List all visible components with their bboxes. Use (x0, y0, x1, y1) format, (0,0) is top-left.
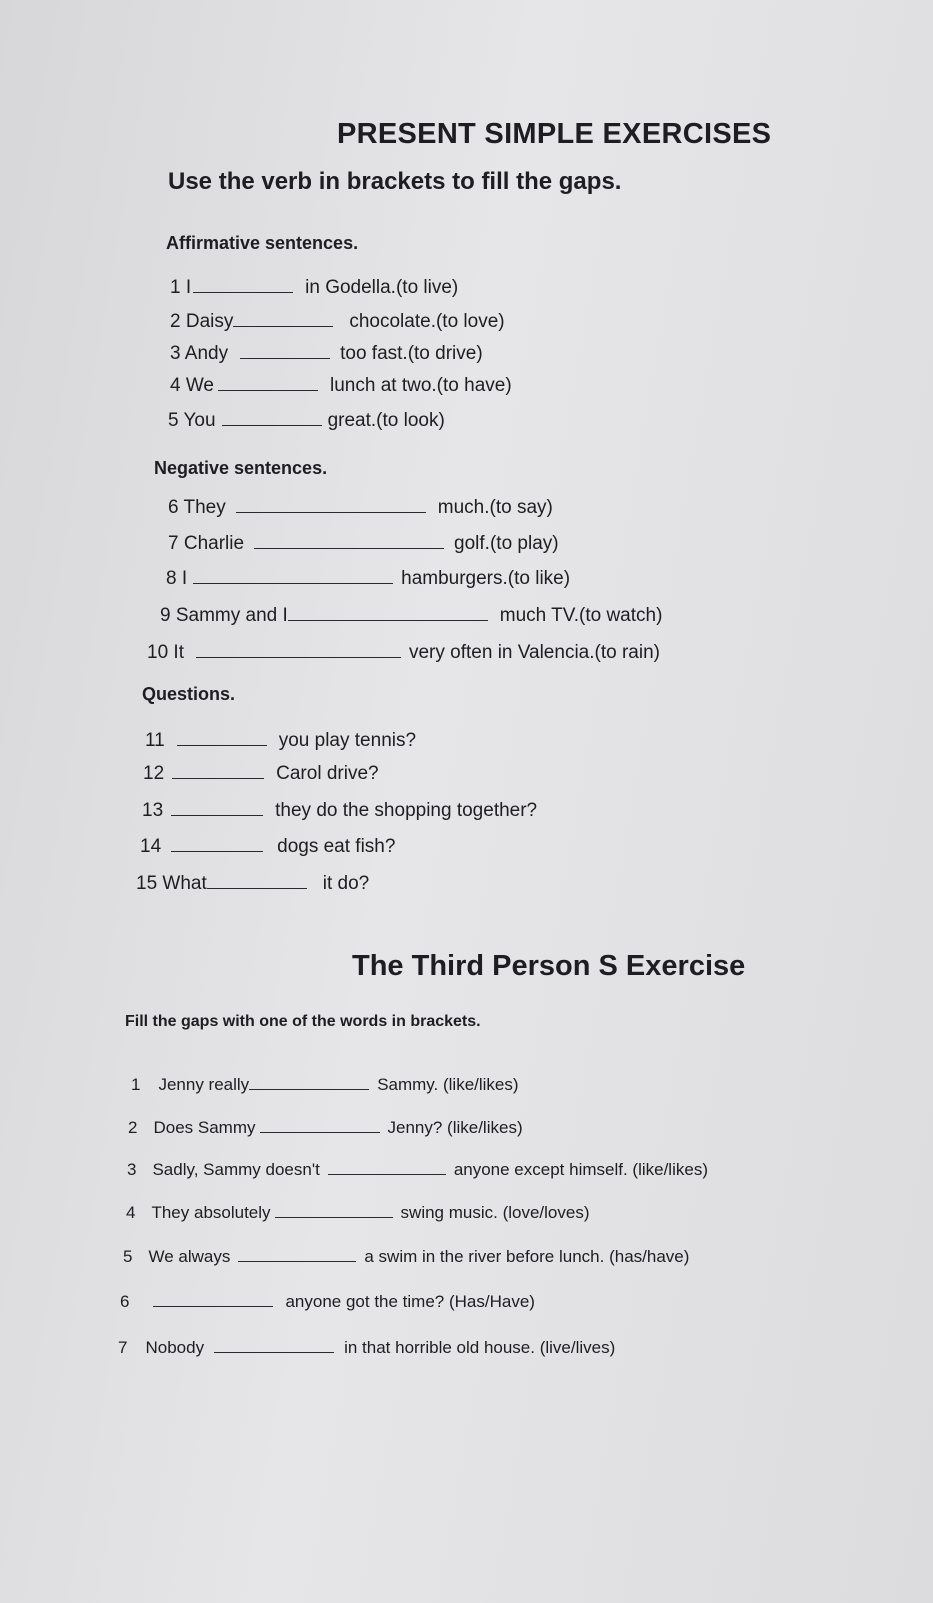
answer-blank[interactable] (153, 1306, 273, 1307)
item-lead: Sadly, Sammy doesn't (152, 1160, 320, 1179)
item-rest: in Godella.(to live) (305, 277, 459, 298)
list-item (118, 1338, 615, 1358)
list-item (128, 1118, 523, 1138)
item-rest: dogs eat fish? (277, 836, 396, 857)
affirmative-heading: Affirmative sentences. (166, 233, 359, 253)
answer-blank[interactable] (177, 745, 267, 746)
item-rest: very often in Valencia.(to rain) (408, 642, 660, 663)
item-lead: 1 I (170, 277, 192, 298)
list-item (170, 343, 483, 365)
answer-blank[interactable] (240, 358, 330, 359)
item-lead: Nobody (145, 1338, 205, 1357)
answer-blank[interactable] (288, 620, 488, 621)
item-lead: 13 (142, 800, 164, 821)
answer-blank[interactable] (172, 778, 264, 779)
answer-blank[interactable] (193, 583, 393, 584)
list-item (168, 497, 553, 519)
list-item (160, 605, 662, 627)
questions-heading: Questions. (142, 684, 236, 704)
answer-blank[interactable] (238, 1261, 356, 1262)
item-rest: anyone got the time? (Has/Have) (285, 1292, 535, 1311)
item-rest: Sammy. (like/likes) (377, 1075, 519, 1094)
item-lead: 9 Sammy and I (160, 605, 288, 626)
answer-blank[interactable] (254, 548, 444, 549)
list-item (142, 800, 537, 822)
item-lead: We always (148, 1247, 231, 1266)
answer-blank[interactable] (222, 425, 322, 426)
item-rest: you play tennis? (278, 730, 417, 751)
list-item (131, 1075, 519, 1095)
item-lead: 2 Daisy (170, 311, 234, 332)
list-item (127, 1160, 708, 1180)
answer-blank[interactable] (171, 851, 263, 852)
item-lead: 12 (143, 763, 165, 784)
item-rest: they do the shopping together? (275, 800, 538, 821)
item-number: 4 (126, 1203, 136, 1222)
list-item (143, 763, 379, 785)
list-item (170, 277, 458, 299)
answer-blank[interactable] (275, 1217, 393, 1218)
answer-blank[interactable] (196, 657, 401, 658)
list-item (136, 873, 369, 895)
list-item (166, 568, 570, 590)
answer-blank[interactable] (214, 1352, 334, 1353)
section-title: The Third Person S Exercise (352, 950, 746, 982)
item-lead: 15 What (136, 873, 207, 894)
list-item (170, 311, 505, 333)
answer-blank[interactable] (328, 1174, 446, 1175)
item-rest: it do? (322, 873, 370, 894)
answer-blank[interactable] (260, 1132, 380, 1133)
item-number: 7 (118, 1338, 128, 1357)
list-item (170, 375, 512, 397)
item-lead: 10 It (147, 642, 184, 663)
item-lead: 11 (145, 730, 165, 751)
item-lead: 3 Andy (170, 343, 229, 364)
item-rest: much TV.(to watch) (499, 605, 663, 626)
answer-blank[interactable] (207, 888, 307, 889)
list-item (168, 533, 559, 555)
item-rest: a swim in the river before lunch. (has/have) (364, 1247, 690, 1266)
item-number: 5 (123, 1247, 133, 1266)
answer-blank[interactable] (218, 390, 318, 391)
item-rest: anyone except himself. (like/likes) (453, 1160, 708, 1179)
item-lead: They absolutely (151, 1203, 271, 1222)
item-rest: great.(to look) (327, 410, 445, 431)
item-rest: in that horrible old house. (live/lives) (344, 1338, 616, 1357)
item-number: 1 (131, 1075, 141, 1094)
item-number: 2 (128, 1118, 138, 1137)
item-lead: Jenny really (158, 1075, 250, 1094)
list-item (123, 1247, 689, 1267)
list-item (120, 1292, 535, 1312)
item-rest: too fast.(to drive) (340, 343, 483, 364)
item-rest: Carol drive? (276, 763, 379, 784)
list-item (168, 410, 445, 432)
item-lead: 6 They (168, 497, 226, 518)
answer-blank[interactable] (171, 815, 263, 816)
item-rest: lunch at two.(to have) (330, 375, 512, 396)
item-lead: 4 We (170, 375, 215, 396)
item-rest: chocolate.(to love) (349, 311, 505, 332)
item-number: 3 (127, 1160, 137, 1179)
item-number: 6 (120, 1292, 130, 1311)
item-rest: Jenny? (like/likes) (387, 1118, 523, 1137)
instruction: Use the verb in brackets to fill the gaps. (168, 168, 622, 195)
item-lead: Does Sammy (153, 1118, 256, 1137)
answer-blank[interactable] (193, 292, 293, 293)
item-lead: 5 You (168, 410, 216, 431)
negative-heading: Negative sentences. (154, 458, 328, 478)
answer-blank[interactable] (233, 326, 333, 327)
answer-blank[interactable] (249, 1089, 369, 1090)
item-rest: much.(to say) (437, 497, 553, 518)
list-item (126, 1203, 590, 1223)
item-lead: 14 (140, 836, 162, 857)
item-rest: golf.(to play) (454, 533, 559, 554)
page-title: PRESENT SIMPLE EXERCISES (337, 118, 772, 150)
item-rest: swing music. (love/loves) (400, 1203, 590, 1222)
section-instruction: Fill the gaps with one of the words in brackets. (125, 1013, 481, 1030)
item-rest: hamburgers.(to like) (401, 568, 571, 589)
list-item (147, 642, 660, 664)
list-item (140, 836, 395, 858)
list-item (145, 730, 416, 752)
item-lead: 7 Charlie (168, 533, 245, 554)
answer-blank[interactable] (236, 512, 426, 513)
item-lead: 8 I (166, 568, 188, 589)
